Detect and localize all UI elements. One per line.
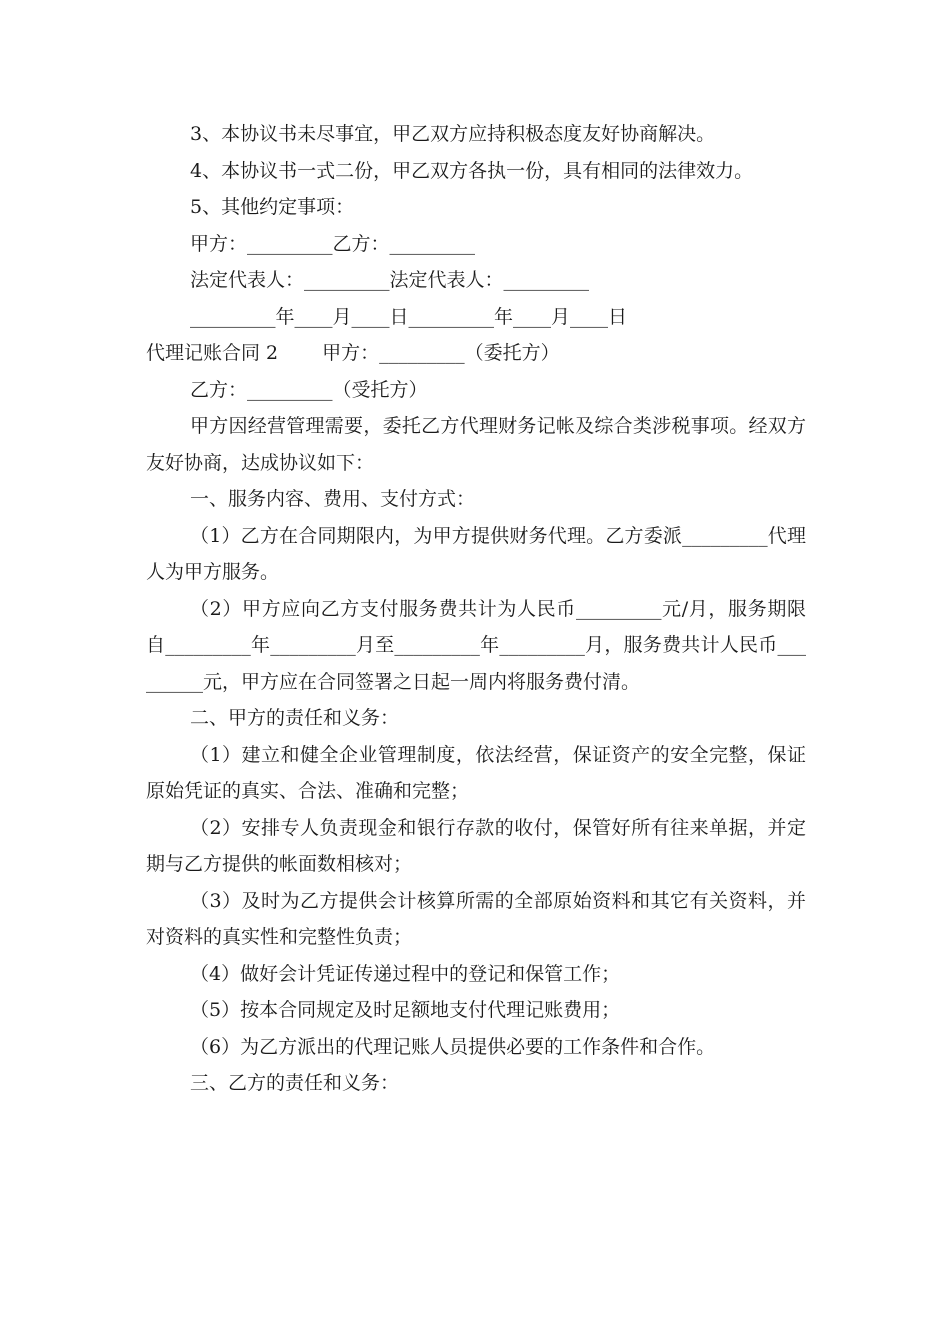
contract2-preamble: 甲方因经营管理需要，委托乙方代理财务记帐及综合类涉税事项。经双方友好协商，达成协议如下： [146, 415, 806, 474]
contract2-heading-line [146, 335, 806, 372]
section-3-heading: 三、乙方的责任和义务： [190, 1072, 400, 1094]
section-2-item-1: （1）建立和健全企业管理制度，依法经营，保证资产的安全完整，保证原始凭证的真实、合法、准确和完整； [146, 743, 806, 802]
section-2-item-3: （3）及时为乙方提供会计核算所需的全部原始资料和其它有关资料，并对资料的真实性和完整性负责； [146, 889, 806, 948]
clause-4: 4、本协议书一式二份，甲乙双方各执一份，具有相同的法律效力。 [190, 159, 754, 182]
clause-3: 3、本协议书未尽事宜，甲乙双方应持积极态度友好协商解决。 [190, 123, 716, 145]
signature-party-line: 甲方：_________乙方：_________ [190, 232, 476, 255]
document-page [146, 116, 806, 1102]
section-2-item-5: （5）按本合同规定及时足额地支付代理记账费用； [190, 999, 621, 1021]
section-1-heading: 一、服务内容、费用、支付方式： [190, 488, 476, 510]
clause-5: 5、其他约定事项： [190, 196, 355, 218]
section-2-item-6: （6）为乙方派出的代理记账人员提供必要的工作条件和合作。 [190, 1035, 716, 1058]
signature-representative-line: 法定代表人：_________法定代表人：_________ [190, 269, 590, 291]
section-1-item-2: （2）甲方应向乙方支付服务费共计为人民币_________元/月，服务期限自_________年_________月至_________年_________月，服务费共计人民币_________元，甲方应在合同签署之日起一周内将服务费付清。 [146, 597, 806, 693]
contract2-title: 代理记账合同 2 [146, 342, 279, 364]
signature-date-line: _________年____月____日_________年____月____日 [190, 305, 628, 328]
section-2-heading: 二、甲方的责任和义务： [190, 707, 400, 729]
contract2-party-a: 甲方：_________（委托方） [322, 342, 560, 364]
section-2-item-2: （2）安排专人负责现金和银行存款的收付，保管好所有往来单据，并定期与乙方提供的帐面数相核对； [146, 816, 806, 875]
section-2-item-4: （4）做好会计凭证传递过程中的登记和保管工作； [190, 962, 621, 985]
section-1-item-1: （1）乙方在合同期限内，为甲方提供财务代理。乙方委派_________代理人为甲方服务。 [146, 524, 806, 583]
contract2-party-b: 乙方：_________（受托方） [190, 378, 428, 401]
